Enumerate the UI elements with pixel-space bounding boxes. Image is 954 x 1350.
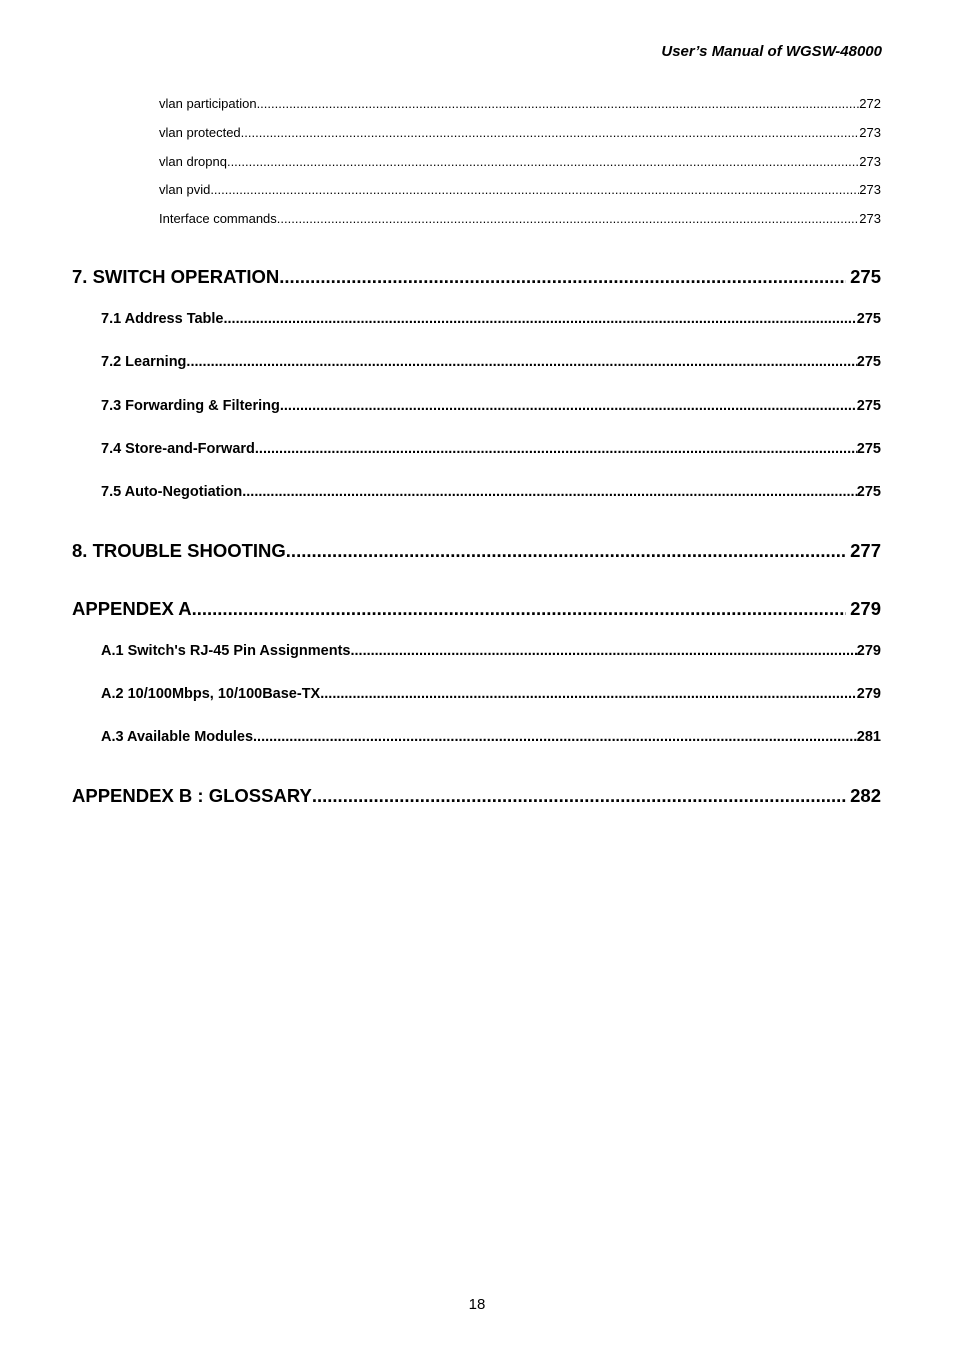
toc-section-entry[interactable] [101,398,881,414]
toc-entry-page: 273 [859,125,881,140]
toc-entry-page: 279 [850,598,881,619]
toc-entry[interactable] [159,211,881,226]
toc-dot-leader [255,441,857,457]
toc-entry-page: 279 [856,686,881,702]
toc-dot-leader [241,125,860,140]
toc-entry[interactable] [159,182,881,197]
toc-entry-page: 275 [856,311,881,327]
toc-section-entry[interactable] [101,686,881,702]
toc-entry-label: 7. SWITCH OPERATION [72,266,280,287]
toc-entry-label: vlan dropnq [159,154,227,169]
toc-dot-leader [350,643,856,659]
document-header-title: User’s Manual of WGSW-48000 [661,43,882,60]
toc-section-entry[interactable] [101,484,881,500]
toc-entry-label: Interface commands [159,211,277,226]
toc-entry-page: 273 [859,154,881,169]
toc-entry-label: APPENDEX B : GLOSSARY [72,785,312,806]
toc-entry-page: 281 [856,729,881,745]
toc-section-entry[interactable] [101,311,881,327]
toc-entry-label: 7.4 Store-and-Forward [101,441,255,457]
toc-section-entry[interactable] [101,729,881,745]
toc-dot-leader [253,729,857,745]
toc-entry-page: 275 [856,398,881,414]
toc-dot-leader [242,484,857,500]
toc-entry-label: 8. TROUBLE SHOOTING [72,540,286,561]
page-number: 18 [468,1296,486,1313]
toc-dot-leader [280,398,857,414]
toc-entry-label: vlan participation [159,96,257,111]
toc-dot-leader [192,598,847,620]
toc-entry-page: 279 [856,643,881,659]
toc-dot-leader [286,540,846,562]
toc-entry-label: vlan pvid [159,182,211,197]
toc-chapter-entry[interactable] [72,785,881,807]
toc-dot-leader [210,182,859,197]
toc-section-entry[interactable] [101,441,881,457]
toc-section-entry[interactable] [101,643,881,659]
toc-entry[interactable] [159,154,881,169]
toc-entry[interactable] [159,96,881,111]
toc-entry-page: 275 [850,266,881,287]
toc-entry-page: 275 [856,484,881,500]
toc-entry-label: 7.2 Learning [101,354,187,370]
toc-entry-label: 7.1 Address Table [101,311,224,327]
toc-dot-leader [186,354,856,370]
toc-entry-label: 7.5 Auto-Negotiation [101,484,243,500]
toc-entry-page: 277 [850,540,881,561]
toc-entry-label: A.2 10/100Mbps, 10/100Base-TX [101,686,321,702]
toc-entry-label: vlan protected [159,125,241,140]
toc-dot-leader [312,785,846,807]
toc-chapter-entry[interactable] [72,540,881,562]
toc-entry-label: APPENDEX A [72,598,192,619]
toc-entry-label: A.1 Switch's RJ-45 Pin Assignments [101,643,351,659]
toc-entry-page: 272 [859,96,881,111]
toc-dot-leader [279,266,846,288]
toc-entry-page: 282 [850,785,881,806]
toc-entry-page: 273 [859,211,881,226]
toc-chapter-entry[interactable] [72,598,881,620]
toc-dot-leader [257,96,860,111]
toc-entry-label: 7.3 Forwarding & Filtering [101,398,280,414]
toc-entry-page: 275 [856,354,881,370]
toc-entry-page: 273 [859,182,881,197]
toc-dot-leader [227,154,859,169]
toc-entry[interactable] [159,125,881,140]
toc-dot-leader [320,686,857,702]
toc-dot-leader [224,311,857,327]
toc-dot-leader [277,211,860,226]
toc-entry-page: 275 [856,441,881,457]
toc-entry-label: A.3 Available Modules [101,729,254,745]
toc-chapter-entry[interactable] [72,266,881,288]
toc-section-entry[interactable] [101,354,881,370]
